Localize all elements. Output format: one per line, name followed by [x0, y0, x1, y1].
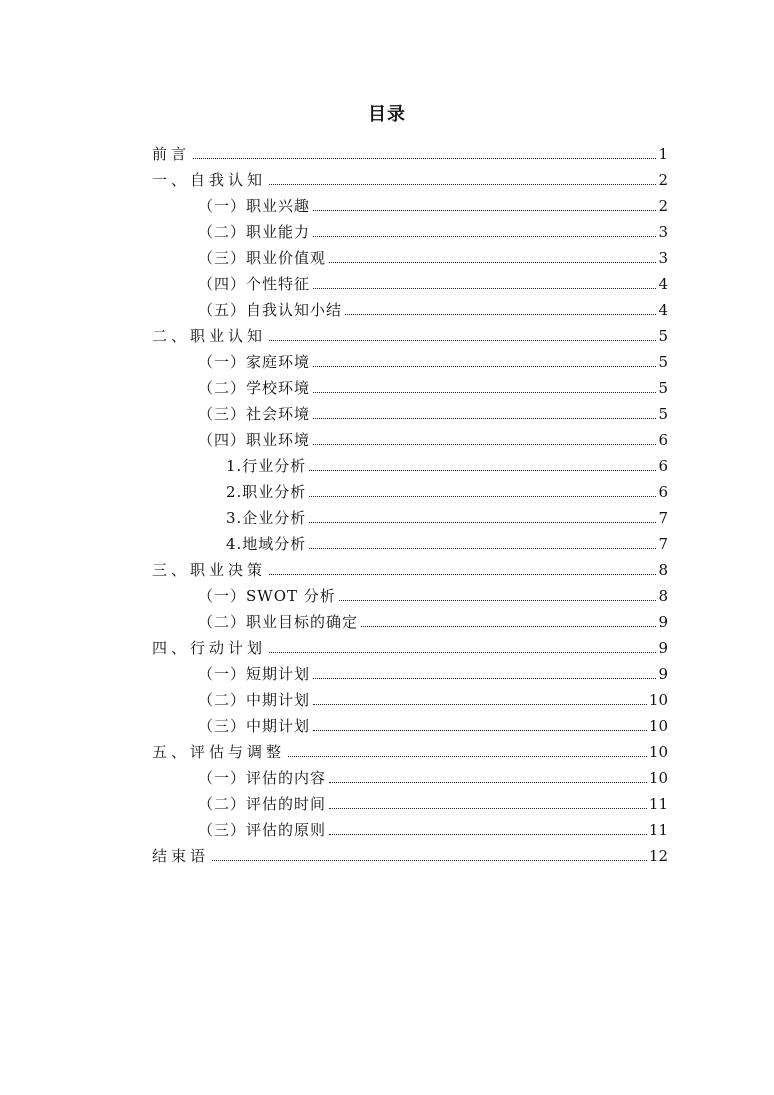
dot-leader	[269, 184, 656, 185]
toc-entry-page-number: 11	[648, 795, 668, 813]
toc-entry-page-number: 5	[658, 405, 668, 423]
toc-entry[interactable]	[152, 372, 668, 398]
toc-entry-label: （五）自我认知小结	[198, 301, 343, 319]
toc-entry-label: 结束语	[152, 847, 210, 865]
dot-leader	[288, 756, 647, 757]
toc-entry-page-number: 7	[658, 509, 668, 527]
toc-entry[interactable]	[152, 242, 668, 268]
dot-leader	[313, 678, 656, 679]
toc-entry-label: 四、行动计划	[152, 639, 267, 657]
toc-entry[interactable]	[152, 346, 668, 372]
toc-entry-page-number: 10	[648, 691, 668, 709]
dot-leader	[313, 366, 656, 367]
dot-leader	[309, 548, 656, 549]
toc-entry[interactable]	[152, 658, 668, 684]
toc-entry-page-number: 6	[658, 483, 668, 501]
dot-leader	[329, 782, 647, 783]
toc-entry-label: （三）中期计划	[198, 717, 311, 735]
toc-entry-label: （一）短期计划	[198, 665, 311, 683]
dot-leader	[309, 522, 656, 523]
dot-leader	[361, 626, 656, 627]
dot-leader	[313, 730, 647, 731]
toc-entry-page-number: 11	[648, 821, 668, 839]
dot-leader	[313, 418, 656, 419]
toc-entry[interactable]	[152, 502, 668, 528]
dot-leader	[345, 314, 656, 315]
toc-entry[interactable]	[152, 684, 668, 710]
dot-leader	[313, 236, 656, 237]
dot-leader	[329, 262, 656, 263]
toc-entry-label: （二）评估的时间	[198, 795, 327, 813]
dot-leader	[269, 574, 656, 575]
toc-entry-page-number: 9	[658, 639, 668, 657]
toc-entry[interactable]	[152, 606, 668, 632]
toc-entry-label: 五、评估与调整	[152, 743, 286, 761]
toc-entry-page-number: 7	[658, 535, 668, 553]
toc-entry[interactable]	[152, 554, 668, 580]
dot-leader	[313, 210, 656, 211]
toc-entry-label: （二）职业能力	[198, 223, 311, 241]
toc-entry-page-number: 4	[658, 301, 668, 319]
toc-entry-label: （三）评估的原则	[198, 821, 327, 839]
toc-entry-label: （四）职业环境	[198, 431, 311, 449]
toc-entry-label: （一）家庭环境	[198, 353, 311, 371]
toc-entry-label: 二、职业认知	[152, 327, 267, 345]
dot-leader	[313, 288, 656, 289]
toc-entry-label: 1.行业分析	[226, 457, 307, 475]
toc-entry-page-number: 8	[658, 561, 668, 579]
toc-entry[interactable]	[152, 190, 668, 216]
dot-leader	[193, 158, 656, 159]
toc-entry-page-number: 2	[658, 197, 668, 215]
toc-entry-page-number: 2	[658, 171, 668, 189]
toc-entry-label: 2.职业分析	[226, 483, 307, 501]
toc-entry-page-number: 6	[658, 431, 668, 449]
toc-entry-label: （一）评估的内容	[198, 769, 327, 787]
toc-entry[interactable]	[152, 528, 668, 554]
toc-entry[interactable]	[152, 814, 668, 840]
toc-entry[interactable]	[152, 450, 668, 476]
toc-entry[interactable]	[152, 164, 668, 190]
toc-entry[interactable]	[152, 788, 668, 814]
toc-entry[interactable]	[152, 736, 668, 762]
table-of-contents	[152, 138, 668, 866]
dot-leader	[309, 496, 656, 497]
toc-entry-page-number: 9	[658, 665, 668, 683]
toc-entry[interactable]	[152, 580, 668, 606]
dot-leader	[329, 834, 647, 835]
toc-entry-page-number: 5	[658, 379, 668, 397]
dot-leader	[269, 340, 656, 341]
dot-leader	[212, 860, 647, 861]
dot-leader	[313, 444, 656, 445]
toc-entry[interactable]	[152, 320, 668, 346]
toc-entry-page-number: 5	[658, 327, 668, 345]
toc-entry-label: （二）学校环境	[198, 379, 311, 397]
toc-entry[interactable]	[152, 840, 668, 866]
dot-leader	[269, 652, 656, 653]
toc-entry-label: （三）社会环境	[198, 405, 311, 423]
toc-entry-label: 三、职业决策	[152, 561, 267, 579]
toc-entry-label: （三）职业价值观	[198, 249, 327, 267]
toc-entry-label: 4.地域分析	[226, 535, 307, 553]
toc-entry-page-number: 9	[658, 613, 668, 631]
toc-entry-label: 前言	[152, 145, 191, 163]
toc-entry-page-number: 4	[658, 275, 668, 293]
toc-entry[interactable]	[152, 424, 668, 450]
toc-entry[interactable]	[152, 476, 668, 502]
dot-leader	[329, 808, 647, 809]
toc-entry-page-number: 1	[658, 145, 668, 163]
toc-entry-page-number: 5	[658, 353, 668, 371]
dot-leader	[339, 600, 657, 601]
dot-leader	[313, 392, 656, 393]
toc-entry-page-number: 6	[658, 457, 668, 475]
toc-entry-page-number: 10	[648, 743, 668, 761]
toc-entry-label: （四）个性特征	[198, 275, 311, 293]
toc-entry-label: （一）SWOT 分析	[198, 587, 336, 605]
toc-entry[interactable]	[152, 216, 668, 242]
toc-entry[interactable]	[152, 632, 668, 658]
toc-entry[interactable]	[152, 398, 668, 424]
toc-entry-page-number: 8	[658, 587, 668, 605]
dot-leader	[313, 704, 647, 705]
toc-title: 目录	[368, 104, 406, 125]
toc-entry[interactable]	[152, 710, 668, 736]
toc-entry[interactable]	[152, 138, 668, 164]
toc-entry-label: 一、自我认知	[152, 171, 267, 189]
toc-entry[interactable]	[152, 294, 668, 320]
toc-entry-label: （二）职业目标的确定	[198, 613, 359, 631]
toc-entry-label: （二）中期计划	[198, 691, 311, 709]
toc-entry-page-number: 3	[658, 249, 668, 267]
toc-entry-page-number: 10	[648, 717, 668, 735]
dot-leader	[309, 470, 656, 471]
toc-entry-page-number: 10	[648, 769, 668, 787]
toc-entry-page-number: 12	[648, 847, 668, 865]
toc-entry[interactable]	[152, 268, 668, 294]
toc-entry-page-number: 3	[658, 223, 668, 241]
toc-entry[interactable]	[152, 762, 668, 788]
toc-entry-label: （一）职业兴趣	[198, 197, 311, 215]
toc-entry-label: 3.企业分析	[226, 509, 307, 527]
